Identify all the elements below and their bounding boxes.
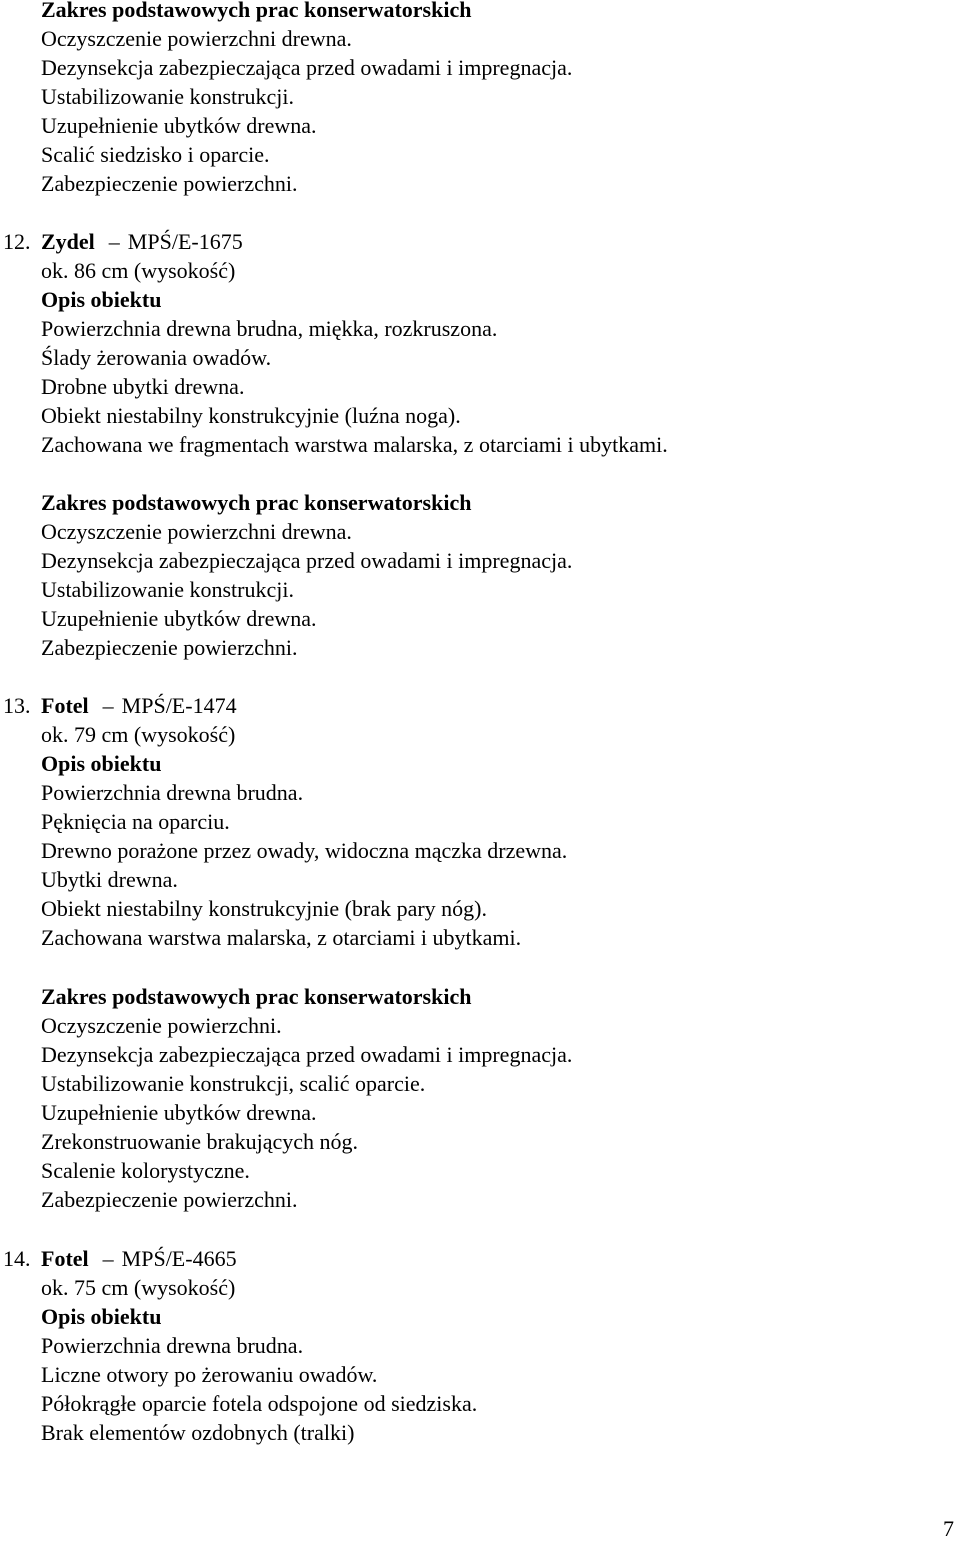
item-title: Fotel – MPŚ/E-1474 (41, 693, 237, 718)
item-title: Zydel – MPŚ/E-1675 (41, 229, 243, 254)
text-line: Ustabilizowanie konstrukcji. (41, 84, 294, 109)
text-line: Obiekt niestabilny konstrukcyjnie (brak pary nóg). (41, 896, 488, 921)
text-line: Brak elementów ozdobnych (tralki) (41, 1420, 355, 1445)
text-line: Oczyszczenie powierzchni drewna. (41, 519, 352, 544)
text-line: Półokrągłe oparcie fotela odspojone od siedziska. (41, 1391, 478, 1416)
item-name: Fotel (41, 1246, 89, 1271)
text-line: Powierzchnia drewna brudna. (41, 780, 304, 805)
text-line: Pęknięcia na oparciu. (41, 809, 230, 834)
text-line: Ślady żerowania owadów. (41, 345, 272, 370)
text-line: Powierzchnia drewna brudna, miękka, rozkruszona. (41, 316, 498, 341)
text-line: Scalić siedzisko i oparcie. (41, 142, 270, 167)
text-line: Drewno porażone przez owady, widoczna mączka drzewna. (41, 838, 568, 863)
text-line: Uzupełnienie ubytków drewna. (41, 113, 317, 138)
item-name: Zydel (41, 229, 95, 254)
section-heading: Zakres podstawowych prac konserwatorskich (41, 490, 472, 515)
text-line: Zachowana warstwa malarska, z otarciami i ubytkami. (41, 925, 522, 950)
page-number: 7 (943, 1516, 954, 1541)
text-line: Dezynsekcja zabezpieczająca przed owadami i impregnacja. (41, 55, 573, 80)
item-size: ok. 79 cm (wysokość) (41, 722, 236, 747)
text-line: Zachowana we fragmentach warstwa malarska, z otarciami i ubytkami. (41, 432, 668, 457)
description-heading: Opis obiektu (41, 751, 162, 776)
text-line: Ustabilizowanie konstrukcji, scalić oparcie. (41, 1071, 426, 1096)
text-line: Obiekt niestabilny konstrukcyjnie (luźna noga). (41, 403, 461, 428)
text-line: Ubytki drewna. (41, 867, 178, 892)
text-line: Zabezpieczenie powierzchni. (41, 1187, 298, 1212)
text-line: Zabezpieczenie powierzchni. (41, 171, 298, 196)
item-title: Fotel – MPŚ/E-4665 (41, 1246, 237, 1271)
item-number: 13. (3, 693, 31, 718)
text-line: Oczyszczenie powierzchni. (41, 1013, 282, 1038)
item-name: Fotel (41, 693, 89, 718)
text-line: Zrekonstruowanie brakujących nóg. (41, 1129, 359, 1154)
text-line: Powierzchnia drewna brudna. (41, 1333, 304, 1358)
item-code: MPŚ/E-1474 (121, 693, 237, 718)
item-code: MPŚ/E-1675 (127, 229, 243, 254)
text-line: Uzupełnienie ubytków drewna. (41, 606, 317, 631)
text-line: Dezynsekcja zabezpieczająca przed owadami i impregnacja. (41, 1042, 573, 1067)
text-line: Zabezpieczenie powierzchni. (41, 635, 298, 660)
description-heading: Opis obiektu (41, 1304, 162, 1329)
text-line: Scalenie kolorystyczne. (41, 1158, 250, 1183)
text-line: Uzupełnienie ubytków drewna. (41, 1100, 317, 1125)
text-line: Oczyszczenie powierzchni drewna. (41, 26, 352, 51)
item-number: 14. (3, 1246, 31, 1271)
item-size: ok. 86 cm (wysokość) (41, 258, 236, 283)
item-size: ok. 75 cm (wysokość) (41, 1275, 236, 1300)
text-line: Liczne otwory po żerowaniu owadów. (41, 1362, 378, 1387)
section-heading: Zakres podstawowych prac konserwatorskich (41, 0, 472, 22)
text-line: Ustabilizowanie konstrukcji. (41, 577, 294, 602)
text-line: Drobne ubytki drewna. (41, 374, 245, 399)
item-number: 12. (3, 229, 31, 254)
item-code: MPŚ/E-4665 (121, 1246, 237, 1271)
text-line: Dezynsekcja zabezpieczająca przed owadami i impregnacja. (41, 548, 573, 573)
section-heading: Zakres podstawowych prac konserwatorskich (41, 984, 472, 1009)
description-heading: Opis obiektu (41, 287, 162, 312)
